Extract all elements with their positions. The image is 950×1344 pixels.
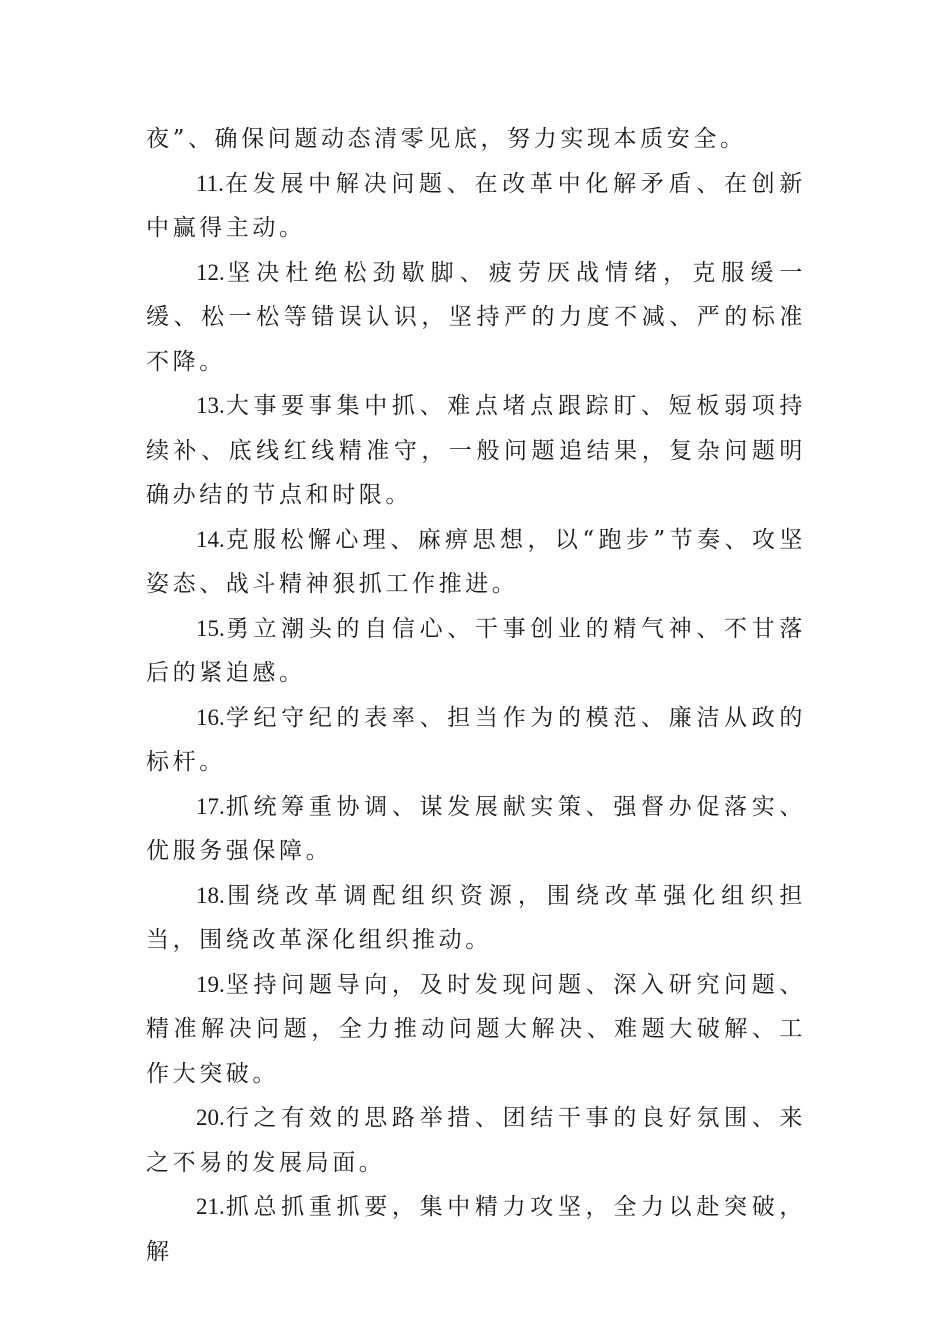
paragraph-text: 抓总抓重抓要，集中精力攻坚，全力以赴突破，解: [146, 1194, 806, 1265]
paragraph-item-15: [146, 607, 806, 696]
item-number: 17.: [196, 793, 225, 819]
item-number: 18.: [196, 882, 225, 908]
item-number: 21.: [196, 1194, 225, 1219]
paragraph-text: 学纪守纪的表率、担当作为的模范、廉洁从政的标杆。: [146, 704, 806, 775]
paragraph-item-19: [146, 963, 806, 1097]
paragraph-text: 克服松懈心理、麻痹思想，以“跑步”节奏、攻坚姿态、战斗精神狠抓工作推进。: [146, 526, 806, 597]
item-number: 15.: [196, 615, 225, 641]
item-number: 11.: [196, 170, 224, 196]
paragraph-item-16: [146, 696, 806, 785]
paragraph-item-18: [146, 874, 806, 963]
item-number: 13.: [196, 393, 225, 418]
paragraph-item-20: [146, 1096, 806, 1185]
paragraph-text: 行之有效的思路举措、团结干事的良好氛围、来之不易的发展局面。: [146, 1105, 806, 1176]
item-number: 19.: [196, 971, 225, 997]
paragraph-text: 夜”、确保问题动态清零见底，努力实现本质安全。: [146, 126, 747, 152]
document-body: [146, 117, 806, 1274]
paragraph-text: 在发展中解决问题、在改革中化解矛盾、在创新中赢得主动。: [146, 170, 806, 241]
paragraph-text: 坚决杜绝松劲歇脚、疲劳厌战情绪，克服缓一缓、松一松等错误认识，坚持严的力度不减、严的标准不降。: [146, 259, 806, 375]
item-number: 20.: [196, 1105, 225, 1130]
paragraph-text: 抓统筹重协调、谋发展献实策、强督办促落实、优服务强保障。: [146, 793, 806, 864]
paragraph-continuation: [146, 117, 806, 162]
paragraph-text: 坚持问题导向，及时发现问题、深入研究问题、精准解决问题，全力推动问题大解决、难题大破解、工作大突破。: [146, 971, 806, 1087]
paragraph-item-13: [146, 384, 806, 518]
item-number: 12.: [196, 259, 225, 285]
paragraph-item-17: [146, 785, 806, 874]
paragraph-text: 勇立潮头的自信心、干事创业的精气神、不甘落后的紧迫感。: [146, 615, 806, 686]
paragraph-text: 围绕改革调配组织资源，围绕改革强化组织担当，围绕改革深化组织推动。: [146, 882, 806, 953]
paragraph-item-12: [146, 251, 806, 385]
paragraph-item-11: [146, 162, 806, 251]
paragraph-text: 大事要事集中抓、难点堵点跟踪盯、短板弱项持续补、底线红线精准守，一般问题追结果，复杂问题明确办结的节点和时限。: [146, 393, 806, 508]
item-number: 16.: [196, 704, 225, 730]
paragraph-item-14: [146, 518, 806, 607]
paragraph-item-21: [146, 1185, 806, 1274]
item-number: 14.: [196, 526, 225, 552]
